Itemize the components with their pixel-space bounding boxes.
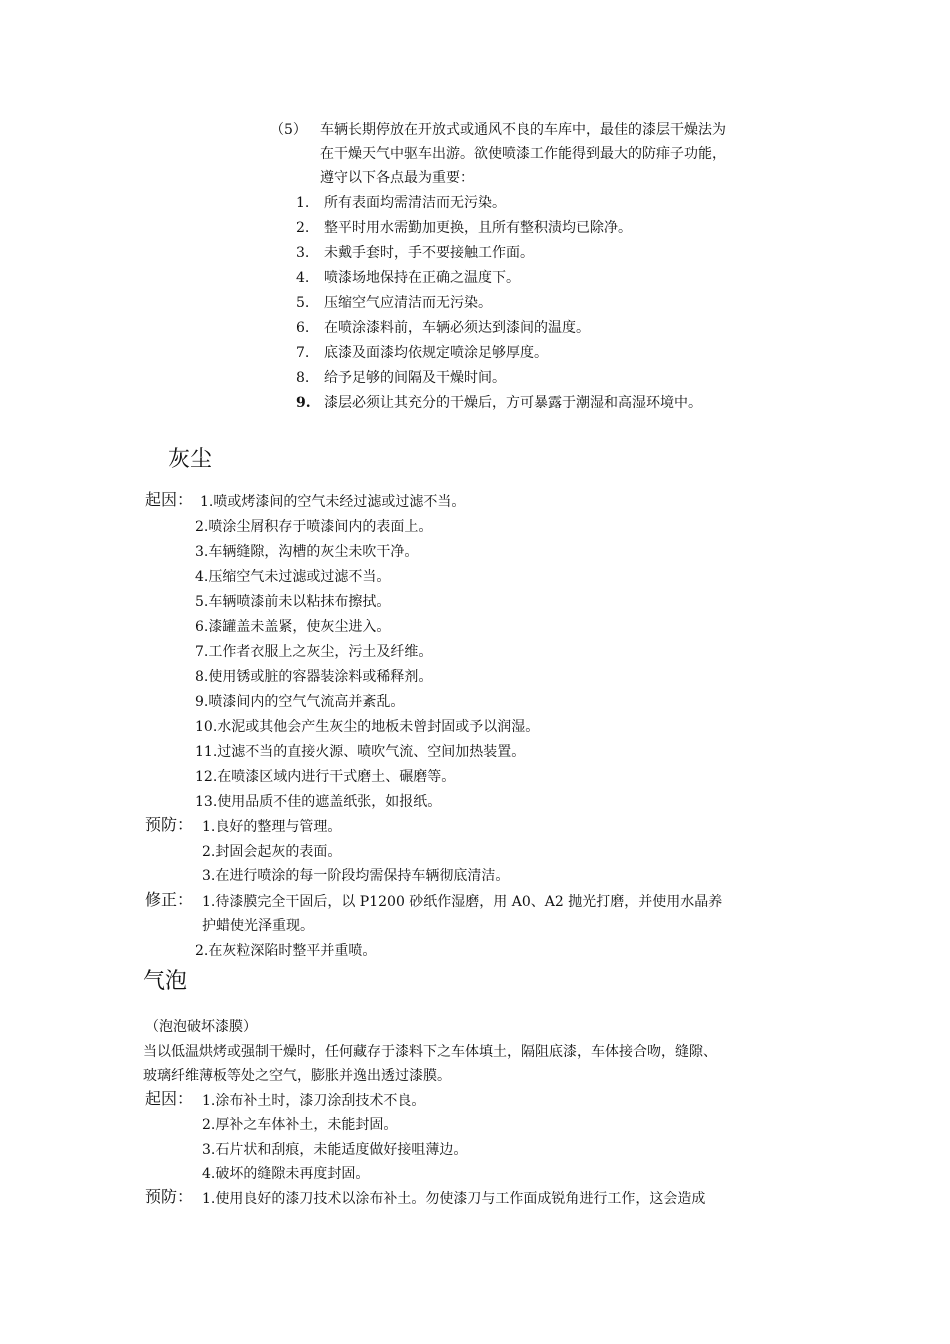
intro-number: （5） [270,122,307,138]
cause-label: 起因： [145,1089,194,1108]
cause-item: 12.在喷漆区域内进行干式磨土、碾磨等。 [195,769,456,785]
description-line: 当以低温烘烤或强制干燥时，任何藏存于漆料下之车体填土，隔阻底漆，车体接合吻，缝隙、 [143,1044,717,1060]
prevent-label: 预防： [145,1187,194,1206]
cause-item: 13.使用品质不佳的遮盖纸张，如报纸。 [195,794,442,810]
intro-item-num: 7. [296,345,310,361]
cause-item: 8.使用锈或脏的容器装涂料或稀释剂。 [195,669,433,685]
fix-label: 修正： [145,890,194,909]
section-heading-dust: 灰尘 [168,447,213,472]
cause-item: 9.喷漆间内的空气气流高并紊乱。 [195,694,405,710]
fix-item: 1.待漆膜完全干固后，以 P1200 砂纸作湿磨，用 A0、A2 抛光打磨，并使用水晶养 [202,894,723,910]
cause-item: 11.过滤不当的直接火源、喷吹气流、空间加热装置。 [195,744,526,760]
cause-item: 2.厚补之车体补土，未能封固。 [202,1117,398,1133]
intro-item-text: 整平时用水需勤加更换，且所有整积渍均已除净。 [324,220,632,236]
intro-item-num: 1. [296,195,310,211]
prevent-item: 1.使用良好的漆刀技术以涂布补土。勿使漆刀与工作面成锐角进行工作，这会造成 [202,1191,706,1207]
section-heading-bubble: 气泡 [143,969,188,994]
cause-item: 3.车辆缝隙，沟槽的灰尘未吹干净。 [195,544,419,560]
prevent-item: 1.良好的整理与管理。 [202,819,342,835]
cause-item: 5.车辆喷漆前未以粘抹布擦拭。 [195,594,391,610]
cause-item: 2.喷涂尘屑积存于喷漆间内的表面上。 [195,519,433,535]
intro-item-text: 喷漆场地保持在正确之温度下。 [324,270,520,286]
cause-label: 起因： [145,490,194,509]
fix-item: 护蜡使光泽重现。 [202,918,314,934]
cause-item: 4.压缩空气未过滤或过滤不当。 [195,569,391,585]
cause-item: 1.涂布补土时，漆刀涂刮技术不良。 [202,1093,426,1109]
intro-item-num: 6. [296,320,310,336]
cause-item: 6.漆罐盖未盖紧，使灰尘进入。 [195,619,391,635]
intro-line: 车辆长期停放在开放式或通风不良的车库中，最佳的漆层干燥法为 [320,122,726,138]
intro-item-text: 在喷涂漆料前，车辆必须达到漆间的温度。 [324,320,590,336]
fix-item: 2.在灰粒深陷时整平并重喷。 [195,943,377,959]
cause-item: 1.喷或烤漆间的空气未经过滤或过滤不当。 [200,494,466,510]
cause-item: 3.石片状和刮痕，未能适度做好接咀薄边。 [202,1142,468,1158]
intro-line: 在干燥天气中驱车出游。欲使喷漆工作能得到最大的防痱子功能， [320,146,726,162]
description-line: 玻璃纤维薄板等处之空气，膨胀并逸出透过漆膜。 [143,1068,451,1084]
intro-item-num: 2. [296,220,310,236]
intro-item-num: 3. [296,245,310,261]
cause-item: 10.水泥或其他会产生灰尘的地板未曾封固或予以润湿。 [195,719,540,735]
prevent-item: 2.封固会起灰的表面。 [202,844,342,860]
intro-item-num: 5. [296,295,310,311]
intro-item-text: 给予足够的间隔及干燥时间。 [324,370,506,386]
prevent-label: 预防： [145,815,194,834]
intro-item-text: 所有表面均需清洁而无污染。 [324,195,506,211]
intro-line: 遵守以下各点最为重要： [320,170,474,186]
intro-item-num: 8. [296,370,310,386]
section-subtitle: （泡泡破坏漆膜） [145,1019,257,1035]
intro-item-text: 压缩空气应清洁而无污染。 [324,295,492,311]
prevent-item: 3.在进行喷涂的每一阶段均需保持车辆彻底清洁。 [202,868,510,884]
intro-item-text: 底漆及面漆均依规定喷涂足够厚度。 [324,345,548,361]
intro-item-text: 未戴手套时，手不要接触工作面。 [324,245,534,261]
intro-item-num: 4. [296,270,310,286]
intro-item-text: 漆层必须让其充分的干燥后，方可暴露于潮湿和高湿环境中。 [324,395,702,411]
cause-item: 7.工作者衣服上之灰尘，污土及纤维。 [195,644,433,660]
cause-item: 4.破坏的缝隙未再度封固。 [202,1166,370,1182]
intro-item-num: 9. [296,395,311,411]
